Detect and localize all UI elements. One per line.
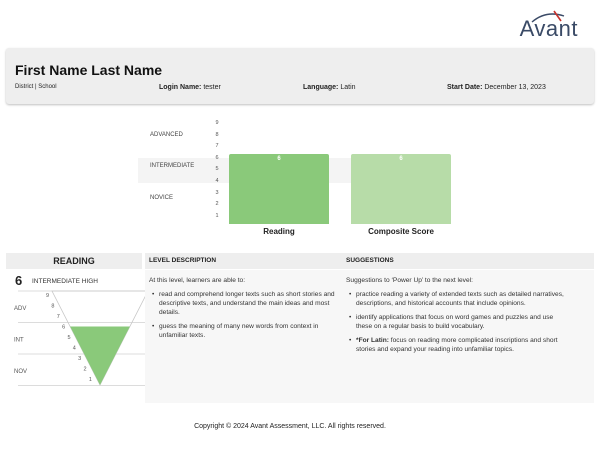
district-school: District | School: [15, 84, 57, 90]
suggestions-panel: [342, 270, 594, 403]
bar-composite-score: [351, 154, 451, 224]
latin-label: *For Latin:: [356, 337, 389, 344]
score-chart: [138, 120, 458, 245]
language-label: Language:: [303, 84, 339, 91]
y-tick-label: 8: [215, 131, 219, 138]
language-value: Latin: [340, 84, 356, 91]
pyramid-band-label: ADV: [14, 306, 27, 312]
student-name: First Name Last Name: [15, 62, 163, 78]
pyramid-tick-label: 1: [88, 377, 92, 383]
start-date-field: [447, 84, 546, 91]
category-label: Reading: [263, 226, 295, 236]
latin-text: focus on reading more complicated inscriptions and short stories and expand your reading into unfamiliar topics.: [356, 337, 558, 353]
pyramid-tick-label: 4: [72, 345, 76, 352]
y-tick-label: 7: [215, 143, 219, 150]
level-number: 6: [15, 273, 23, 288]
reading-header: READING: [6, 253, 142, 269]
level-description-header: LEVEL DESCRIPTION: [145, 253, 343, 269]
pyramid-tick-label: 2: [83, 366, 87, 373]
results-table: [6, 253, 594, 403]
level-name: INTERMEDIATE HIGH: [32, 278, 98, 285]
level-description-item: • guess the meaning of many new words from context in unfamiliar texts.: [159, 322, 339, 340]
level-description-item: • read and comprehend longer texts such as short stories and descriptive texts, and understand the main ideas and most details.: [159, 290, 339, 317]
pyramid-band-label: NOV: [14, 369, 28, 375]
pyramid-tick-label: 3: [78, 356, 82, 362]
level-pyramid: [14, 291, 148, 391]
band-label-advanced: ADVANCED: [150, 132, 183, 138]
pyramid-tick-label: 9: [46, 293, 50, 299]
y-tick-label: 3: [215, 189, 219, 196]
band-advanced: [138, 120, 458, 158]
suggestions-list: [348, 290, 566, 359]
language-field: [303, 84, 356, 91]
level-description-intro: At this level, learners are able to:: [149, 277, 246, 284]
suggestion-item-latin: [356, 336, 566, 354]
pyramid-tick-label: 5: [67, 335, 71, 341]
y-tick-label: 1: [215, 212, 219, 219]
pyramid-tick-label: 7: [56, 314, 60, 320]
level-description-panel: [145, 270, 343, 403]
y-tick-label: 5: [215, 166, 219, 173]
login-value: tester: [203, 84, 221, 91]
pyramid-band-label: INT: [14, 337, 24, 344]
bar-reading: [229, 154, 329, 224]
pyramid-tick-label: 8: [51, 303, 55, 310]
y-tick-label: 6: [215, 154, 219, 161]
suggestion-item: • practice reading a variety of extended texts such as detailed narratives, descriptions, and historical accounts that include opinions.: [356, 290, 566, 308]
y-tick-label: 9: [215, 120, 219, 126]
band-label-novice: NOVICE: [150, 195, 174, 201]
y-tick-label: 4: [215, 178, 219, 184]
start-date-value: December 13, 2023: [484, 84, 546, 91]
copyright-footer: Copyright © 2024 Avant Assessment, LLC. All rights reserved.: [194, 423, 386, 430]
suggestion-item: • identify applications that focus on word games and puzzles and use these on a regular basis to build vocabulary.: [356, 313, 566, 331]
pyramid-tick-label: 6: [62, 324, 66, 331]
bar-value-label: 6: [399, 156, 403, 163]
logo-text: Avant: [519, 16, 578, 41]
y-tick-label: 2: [215, 201, 219, 208]
suggestions-header: SUGGESTIONS: [342, 253, 594, 269]
category-label: Composite Score: [368, 226, 434, 236]
bar-value-label: 6: [277, 156, 281, 163]
suggestions-intro: Suggestions to ‘Power Up’ to the next level:: [346, 277, 473, 284]
level-description-list: [151, 290, 339, 345]
start-date-label: Start Date:: [447, 84, 483, 91]
student-header: [6, 48, 594, 104]
band-label-intermediate: INTERMEDIATE: [150, 163, 195, 169]
avant-logo: [518, 10, 578, 42]
login-field: [159, 84, 221, 91]
login-label: Login Name:: [159, 84, 202, 91]
